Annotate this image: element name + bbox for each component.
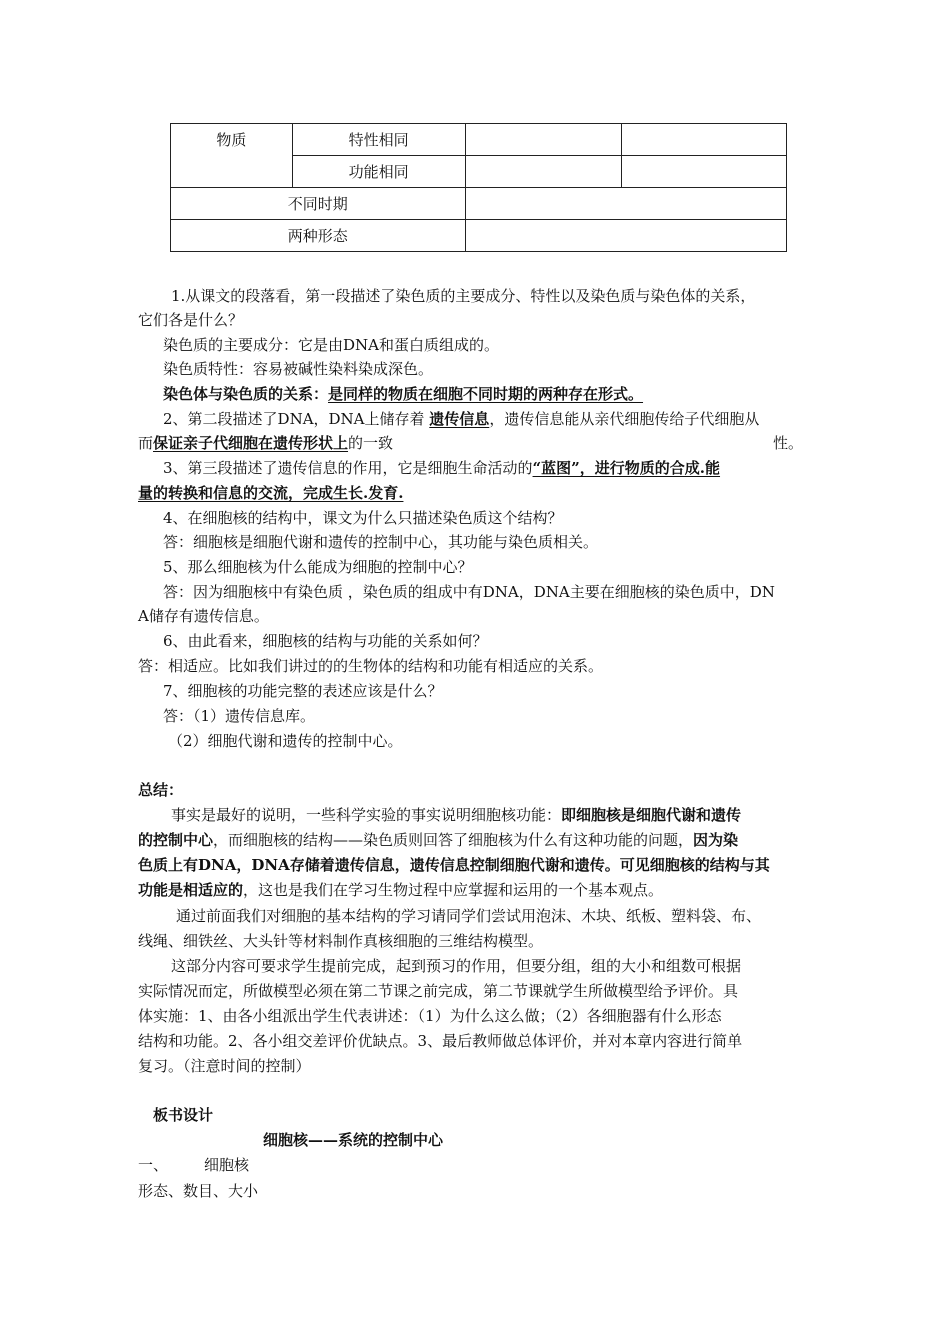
q3-text: 3、第三段描述了遗传信息的作用，它是细胞生命活动的	[163, 459, 533, 477]
cell-empty	[465, 124, 622, 156]
q7-answer-line2: （2）细胞代谢和遗传的控制中心。	[168, 732, 403, 750]
summary-text: ，而细胞核的结构——染色质则回答了细胞核为什么有这种功能的问题，	[213, 831, 694, 849]
summary-p3-line5: 复习。（注意时间的控制）	[138, 1057, 311, 1075]
q4-question: 4、在细胞核的结构中，课文为什么只描述染色质这个结构？	[163, 509, 563, 527]
q1-answer-relation	[163, 383, 643, 405]
q1-answer-composition: 染色质的主要成分：它是由DNA和蛋白质组成的。	[163, 336, 499, 354]
q6-question: 6、由此看来，细胞核的结构与功能的关系如何？	[163, 632, 488, 650]
q3-line2: 量的转换和信息的交流，完成生长.发育.	[138, 484, 404, 502]
comparison-table	[170, 123, 787, 252]
q5-answer-line2: A储存有遗传信息。	[138, 607, 269, 625]
summary-bold: 的控制中心	[138, 831, 214, 849]
summary-bold: 因为染	[693, 831, 739, 849]
summary-p3-line2: 实际情况而定，所做模型必须在第二节课之前完成，第二节课就学生所做模型给予评价。具	[138, 982, 739, 1000]
summary-p3-line1: 这部分内容可要求学生提前完成，起到预习的作用，但要分组，组的大小和组数可根据	[171, 957, 742, 975]
cell-same-properties: 特性相同	[292, 124, 465, 156]
summary-bold: 即细胞核是细胞代谢和遗传	[561, 806, 742, 824]
relation-text: 是同样的物质在细胞不同时期的两种存在形式。	[328, 385, 644, 403]
summary-p2-line2: 线绳、细铁丝、大头针等材料制作真核细胞的三维结构模型。	[138, 932, 544, 950]
q1-answer-property: 染色质特性：容易被碱性染料染成深色。	[163, 360, 434, 378]
board-item2: 形态、数目、大小	[138, 1182, 259, 1200]
summary-p3-line3: 体实施：1、由各小组派出学生代表讲述：（1）为什么这么做；（2）各细胞器有什么形态	[138, 1007, 722, 1025]
q3-highlight-blueprint: “蓝图”，进行物质的合成.能	[532, 459, 721, 477]
q2-text: 2、第二段描述了DNA，DNA上储存着	[163, 410, 425, 428]
board-title: 细胞核——系统的控制中心	[263, 1131, 444, 1149]
summary-bold: 功能是相适应的	[138, 881, 244, 899]
q2-text: 的一致	[348, 434, 394, 452]
summary-p3-line4: 结构和功能。2、各小组交差评价优缺点。3、最后教师做总体评价，并对本章内容进行简单	[138, 1032, 743, 1050]
cell-empty	[465, 188, 786, 220]
summary-p1-line1	[171, 804, 741, 826]
q1-line2: 它们各是什么？	[138, 311, 244, 329]
q7-question: 7、细胞核的功能完整的表述应该是什么？	[163, 682, 443, 700]
cell-empty	[465, 156, 622, 188]
q4-answer: 答：细胞核是细胞代谢和遗传的控制中心，其功能与染色质相关。	[163, 533, 599, 551]
summary-text: ，这也是我们在学习生物过程中应掌握和运用的一个基本观点。	[243, 881, 664, 899]
cell-same-function: 功能相同	[292, 156, 465, 188]
summary-p1-line2	[138, 829, 738, 851]
summary-text: 事实是最好的说明，一些科学实验的事实说明细胞核功能：	[171, 806, 562, 824]
cell-empty	[622, 124, 787, 156]
cell-empty	[465, 220, 786, 252]
summary-p2-line1: 通过前面我们对细胞的基本结构的学习请同学们尝试用泡沫、木块、纸板、塑料袋、布、	[176, 907, 762, 925]
relation-label: 染色体与染色质的关系：	[163, 385, 329, 403]
summary-heading: 总结：	[138, 781, 184, 799]
summary-p1-line3: 色质上有DNA，DNA存储着遗传信息，遗传信息控制细胞代谢和遗传。可见细胞核的结构与其	[138, 856, 770, 874]
q2-highlight-consistency: 保证亲子代细胞在遗传形状上	[153, 434, 349, 452]
q1-line1: 1.从课文的段落看，第一段描述了染色质的主要成分、特性以及染色质与染色体的关系，	[171, 287, 756, 305]
q2-line2-end: 性。	[773, 434, 804, 452]
board-heading: 板书设计	[153, 1106, 214, 1124]
board-item1-number: 一、	[138, 1156, 169, 1174]
q5-answer-line1: 答：因为细胞核中有染色质 ，染色质的组成中有DNA，DNA主要在细胞核的染色质中，DN	[163, 583, 775, 601]
q2-line1	[163, 408, 759, 430]
cell-substance: 物质	[171, 124, 293, 188]
summary-p1-line4	[138, 879, 663, 901]
q2-text: ，遗传信息能从亲代细胞传给子代细胞从	[489, 410, 760, 428]
q7-answer-line1: 答：（1）遗传信息库。	[163, 707, 316, 725]
cell-different-time: 不同时期	[171, 188, 466, 220]
q5-question: 5、那么细胞核为什么能成为细胞的控制中心？	[163, 558, 473, 576]
q2-highlight-genetic-info: 遗传信息	[429, 410, 490, 428]
q2-line2	[138, 432, 393, 454]
cell-two-forms: 两种形态	[171, 220, 466, 252]
q3-line1	[163, 457, 720, 479]
q2-text: 而	[138, 434, 154, 452]
board-item1-text: 细胞核	[204, 1156, 250, 1174]
cell-empty	[622, 156, 787, 188]
q6-answer: 答：相适应。比如我们讲过的的生物体的结构和功能有相适应的关系。	[138, 657, 604, 675]
